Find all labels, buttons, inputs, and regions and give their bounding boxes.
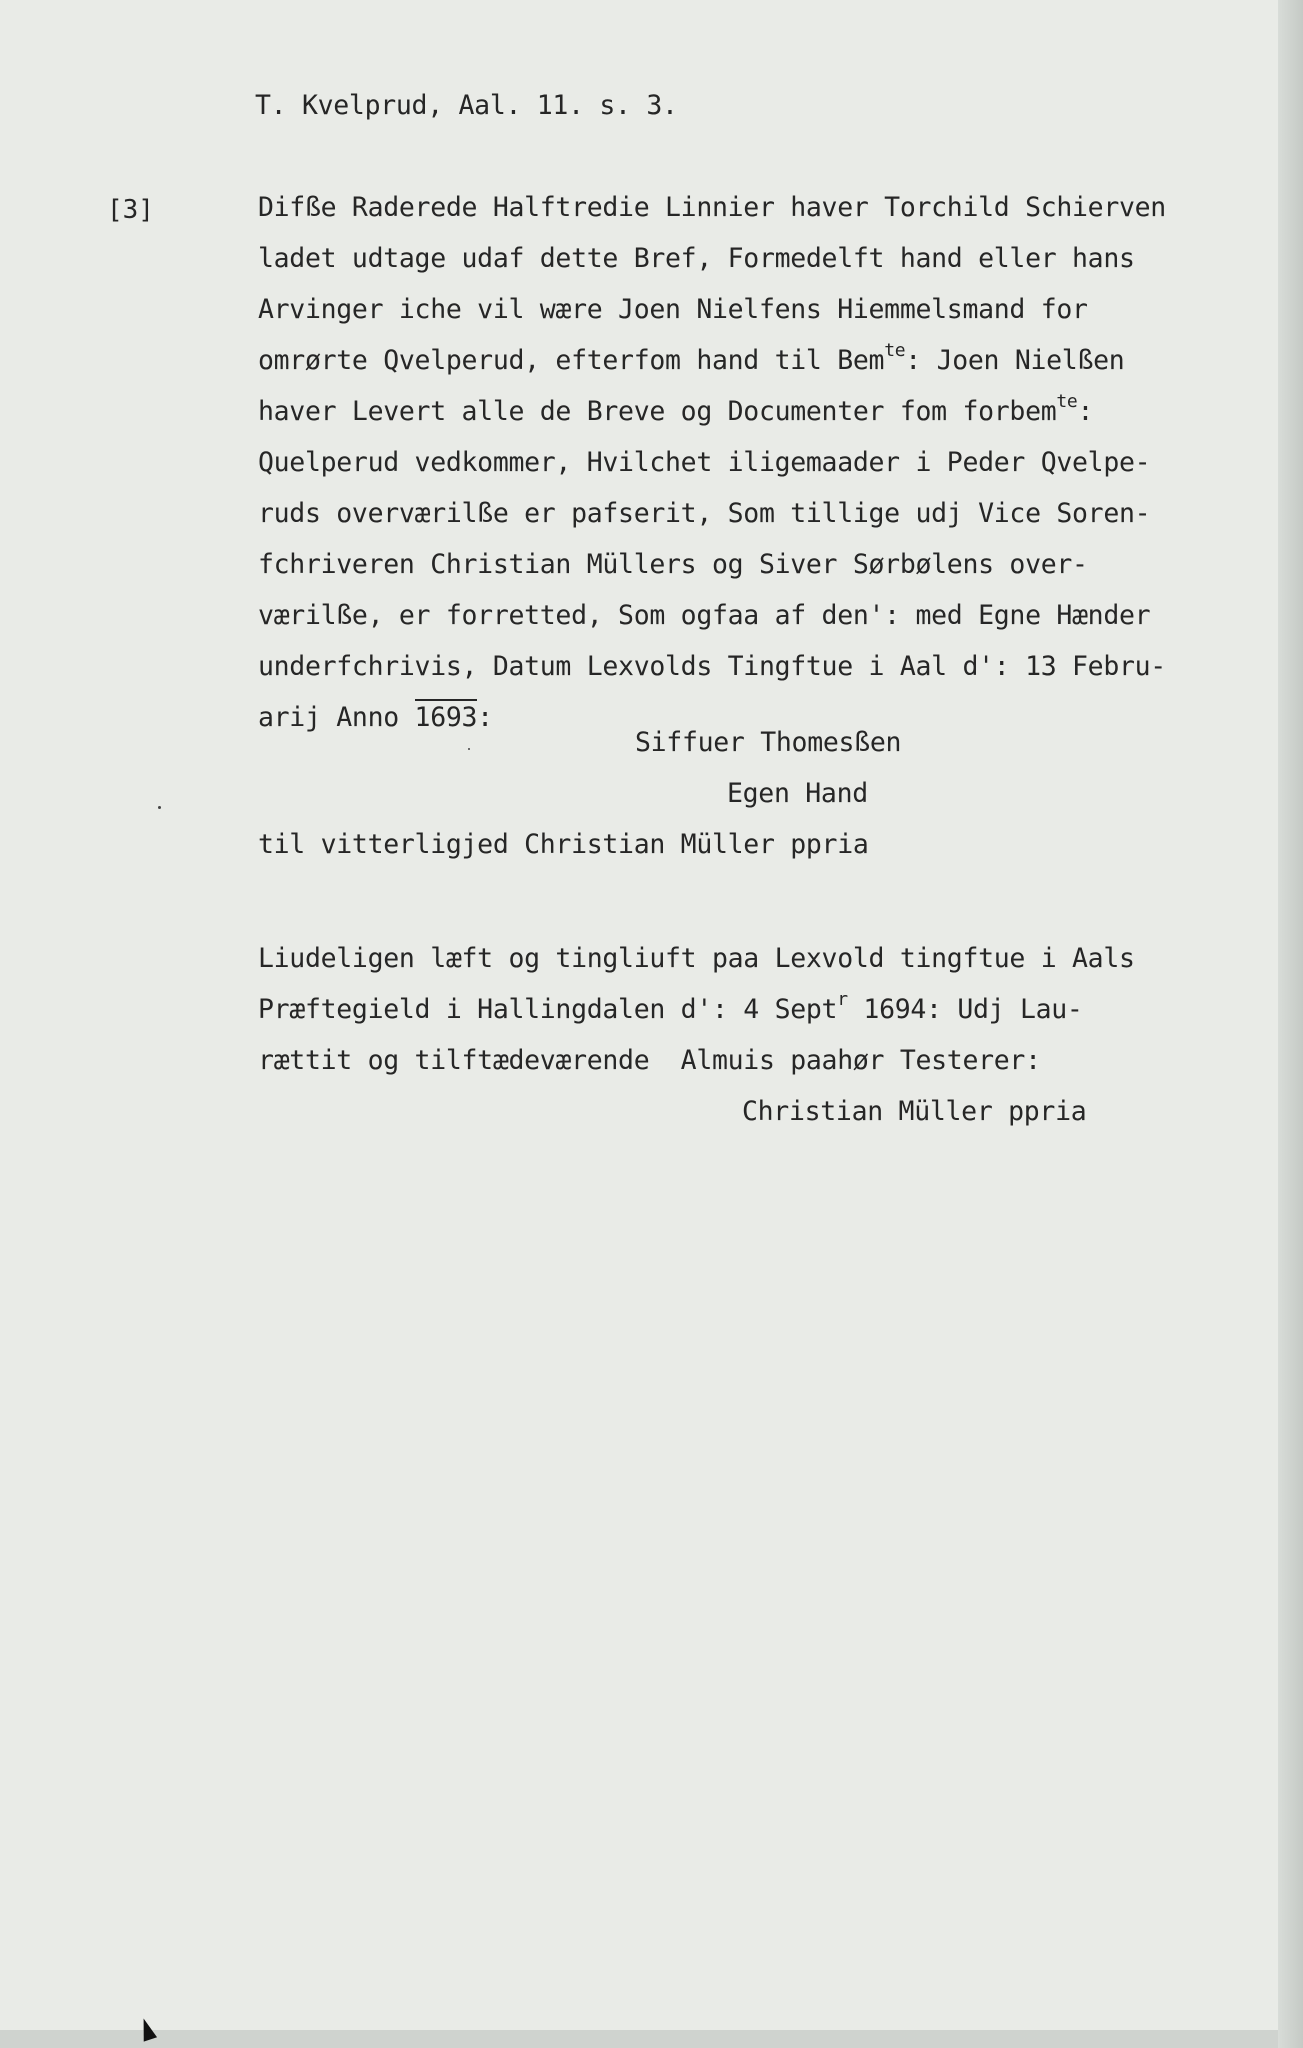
signature-hand: Egen Hand (727, 778, 868, 809)
body-line-text: : (1077, 396, 1094, 427)
body-line: ruds overværilße er pafserit, Som tillige udj Vice Soren- (258, 498, 1151, 529)
year-overlined: 1693 (415, 699, 478, 733)
page-edge-shadow (1278, 0, 1303, 2048)
body-line: ladet udtage udaf dette Bref, Formedelft hand eller hans (258, 243, 1135, 274)
reading-line: Liudeligen læft og tingliuft paa Lexvold tingftue i Aals (258, 943, 1135, 974)
body-line-text: : (477, 702, 493, 733)
superscript: te (884, 340, 906, 361)
body-line: Quelperud vedkommer, Hvilchet iligemaader i Peder Qvelpe- (258, 447, 1151, 478)
body-line-text: haver Levert alle de Breve og Documenter fom forbem (258, 396, 1057, 427)
page-marker: [3] (107, 195, 154, 225)
reading-line-text: 1694: Udj Lau- (847, 994, 1083, 1025)
body-line: fchriveren Christian Müllers og Siver Sørbølens over- (258, 549, 1088, 580)
body-line: Difße Raderede Halftredie Linnier haver Torchild Schierven (258, 192, 1166, 223)
reading-line-text: Præftegield i Hallingdalen d': 4 Sept (258, 994, 838, 1025)
paper-speck (468, 748, 470, 750)
body-line (258, 703, 493, 733)
reading-signature: Christian Müller ppria (742, 1096, 1087, 1127)
reading-line: rættit og tilftædeværende Almuis paahør Testerer: (258, 1045, 1041, 1076)
reading-line (258, 989, 1083, 1028)
superscript: te (1056, 391, 1078, 412)
witness-line: til vitterligjed Christian Müller ppria (258, 829, 869, 860)
body-line-text: omrørte Qvelperud, efterfom hand til Bem (258, 345, 885, 376)
body-line: værilße, er forretted, Som ogfaa af den': med Egne Hænder (258, 600, 1151, 631)
body-line-text: arij Anno (258, 702, 415, 733)
body-line (258, 340, 1125, 379)
body-line (258, 391, 1094, 430)
body-line: Arvinger iche vil wære Joen Nielfens Hiemmelsmand for (258, 294, 1088, 325)
paper-speck (158, 806, 161, 809)
body-line-text: : Joen Nielßen (905, 345, 1125, 376)
scan-corner-mark (137, 2016, 157, 2041)
superscript: r (837, 989, 848, 1010)
signature-name: Siffuer Thomesßen (635, 727, 902, 758)
body-line: underfchrivis, Datum Lexvolds Tingftue i Aal d': 13 Febru- (258, 651, 1166, 682)
document-heading: T. Kvelprud, Aal. 11. s. 3. (255, 90, 678, 121)
